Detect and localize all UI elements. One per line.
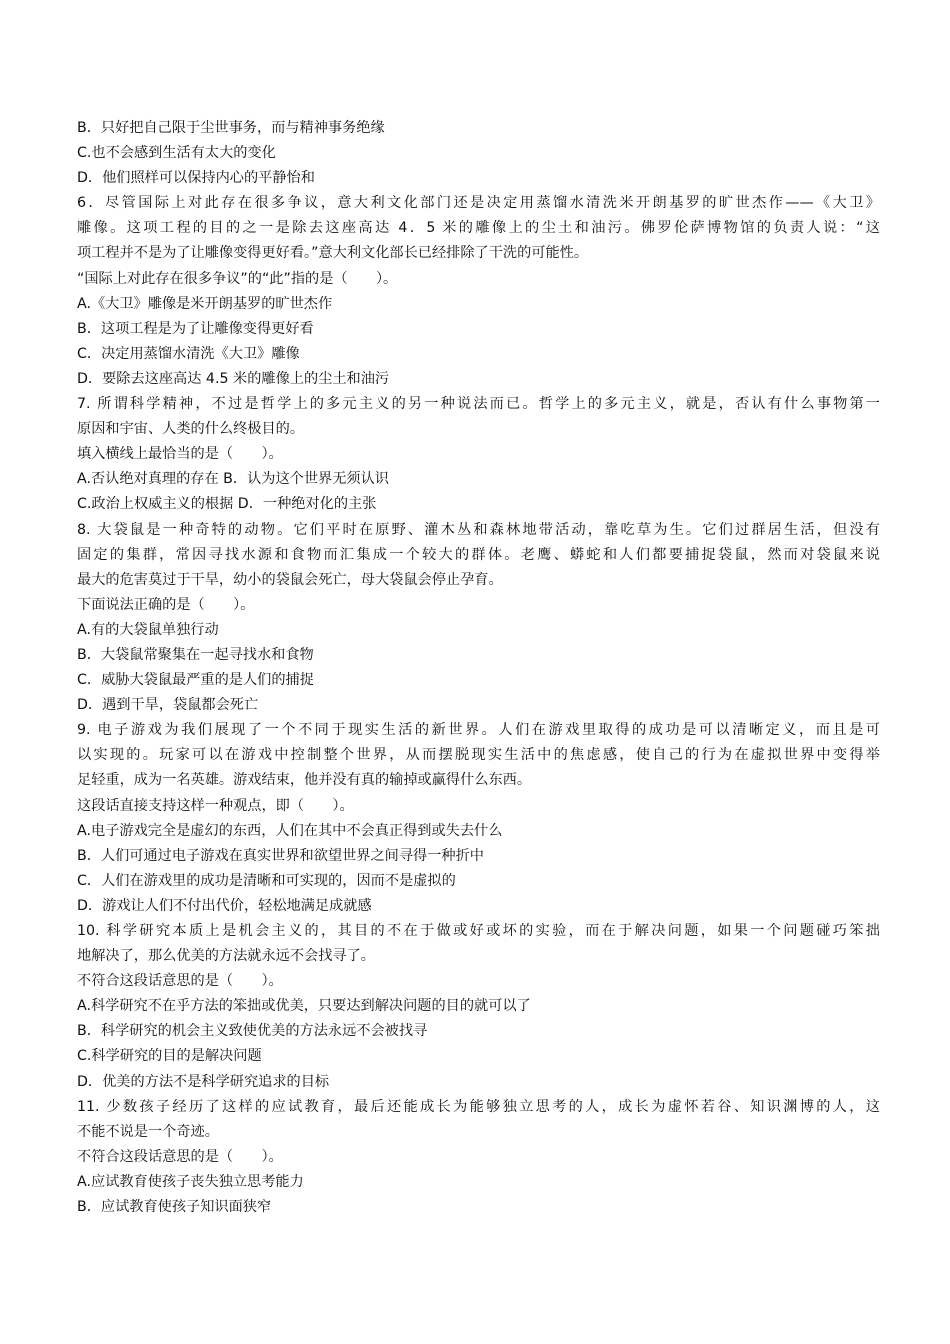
text-line: C.政治上权威主义的根据 D．一种绝对化的主张 — [77, 496, 377, 513]
text-line: 8. 大袋鼠是一种奇特的动物。它们平时在原野、灌木丛和森林地带活动，靠吃草为生。它们过群居生活，但没有 — [77, 521, 880, 538]
text-line: 10. 科学研究本质上是机会主义的，其目的不在于做或好或坏的实验，而在于解决问题，如果一个问题碰巧笨拙 — [77, 923, 880, 939]
text-line: A.电子游戏完全是虚幻的东西，人们在其中不会真正得到或失去什么 — [77, 822, 503, 839]
text-line: 固定的集群，常因寻找水源和食物而汇集成一个较大的群体。老鹰、蟒蛇和人们都要捕捉袋鼠，然而对袋鼠来说 — [77, 546, 880, 563]
document-page — [77, 116, 880, 1220]
text-line: A.《大卫》雕像是米开朗基罗的旷世杰作 — [77, 295, 333, 312]
text-line: D．游戏让人们不付出代价，轻松地满足成就感 — [77, 897, 372, 914]
text-line: D．遇到干旱，袋鼠都会死亡 — [77, 697, 259, 714]
text-line: B．应试教育使孩子知识面狭窄 — [77, 1199, 272, 1216]
text-line: “国际上对此存在很多争议”的“此”指的是（ ）。 — [77, 270, 398, 287]
text-line: A.有的大袋鼠单独行动 — [77, 621, 219, 638]
text-line: 6．尽管国际上对此存在很多争议，意大利文化部门还是决定用蒸馏水清洗米开朗基罗的旷世杰作——《大卫》 — [77, 195, 880, 212]
text-line: B．人们可通过电子游戏在真实世界和欲望世界之间寻得一种折中 — [77, 847, 484, 864]
text-line: 雕像。这项工程的目的之一是除去这座高达 4．5 米的雕像上的尘土和油污。佛罗伦萨博物馆的负责人说：“这 — [77, 220, 880, 237]
text-line: A.科学研究不在乎方法的笨拙或优美，只要达到解决问题的目的就可以了 — [77, 998, 531, 1015]
text-line: 原因和宇宙、人类的什么终极目的。 — [77, 421, 305, 438]
text-line: C.科学研究的目的是解决问题 — [77, 1048, 262, 1065]
text-line: D．要除去这座高达 4.5 米的雕像上的尘土和油污 — [77, 370, 390, 387]
text-line: 最大的危害莫过于干旱，幼小的袋鼠会死亡，母大袋鼠会停止孕育。 — [77, 571, 503, 588]
text-line: 下面说法正确的是（ ）。 — [77, 596, 255, 613]
text-line: 不符合这段话意思的是（ ）。 — [77, 973, 283, 990]
text-line: D．优美的方法不是科学研究追求的目标 — [77, 1073, 330, 1090]
text-line: D．他们照样可以保持内心的平静怡和 — [77, 170, 315, 187]
text-line: B．大袋鼠常聚集在一起寻找水和食物 — [77, 646, 314, 663]
text-line: 11. 少数孩子经历了这样的应试教育，最后还能成长为能够独立思考的人，成长为虚怀若谷、知识渊博的人，这 — [77, 1098, 880, 1115]
text-line: 填入横线上最恰当的是（ ）。 — [77, 446, 283, 463]
text-line: C．威胁大袋鼠最严重的是人们的捕捉 — [77, 672, 314, 689]
text-line: A.应试教育使孩子丧失独立思考能力 — [77, 1173, 304, 1190]
text-line: 地解决了，那么优美的方法就永远不会找寻了。 — [77, 948, 375, 965]
text-line: C.也不会感到生活有太大的变化 — [77, 145, 276, 162]
text-line: 不能不说是一个奇迹。 — [77, 1123, 219, 1140]
text-line: A.否认绝对真理的存在 B．认为这个世界无须认识 — [77, 471, 389, 488]
text-line: 这段话直接支持这样一种观点，即（ ）。 — [77, 797, 354, 814]
text-line: 7. 所谓科学精神，不过是哲学上的多元主义的另一种说法而已。哲学上的多元主义，就是，否认有什么事物第一 — [77, 396, 880, 413]
text-line: C．人们在游戏里的成功是清晰和可实现的，因而不是虚拟的 — [77, 872, 456, 889]
text-line: B．科学研究的机会主义致使优美的方法永远不会被找寻 — [77, 1023, 428, 1040]
text-line: 不符合这段话意思的是（ ）。 — [77, 1148, 283, 1165]
text-line: 以实现的。玩家可以在游戏中控制整个世界，从而摆脱现实生活中的焦虑感，使自己的行为在虚拟世界中变得举 — [77, 747, 880, 764]
text-line: C．决定用蒸馏水清洗《大卫》雕像 — [77, 345, 300, 362]
text-line: B．只好把自己限于尘世事务，而与精神事务绝缘 — [77, 120, 385, 136]
text-line: B．这项工程是为了让雕像变得更好看 — [77, 320, 314, 337]
text-line: 项工程并不是为了让雕像变得更好看。”意大利文化部长已经排除了干洗的可能性。 — [77, 245, 589, 262]
text-line: 9. 电子游戏为我们展现了一个不同于现实生活的新世界。人们在游戏里取得的成功是可以清晰定义，而且是可 — [77, 722, 880, 739]
text-line: 足轻重，成为一名英雄。游戏结束，他并没有真的输掉或赢得什么东西。 — [77, 772, 532, 789]
